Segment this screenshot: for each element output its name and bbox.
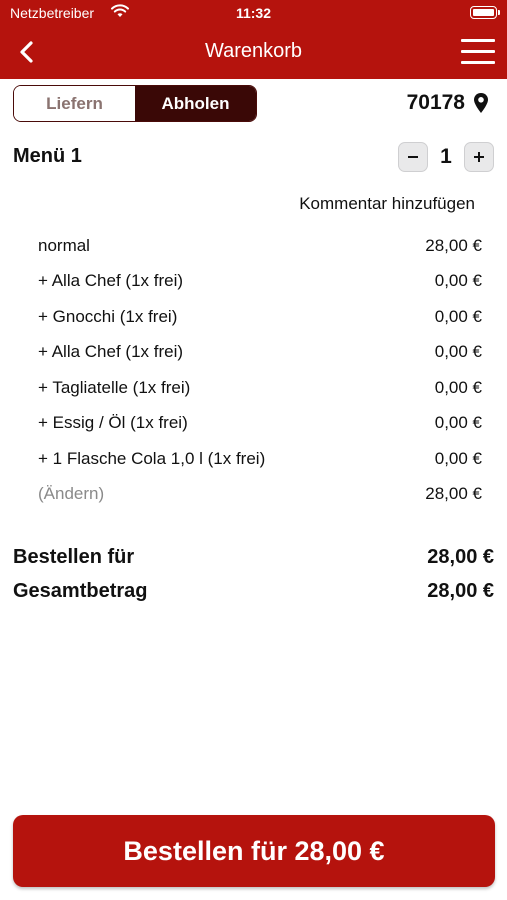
decrease-quantity-button[interactable] bbox=[398, 142, 428, 172]
menu-item-title: Menü 1 bbox=[13, 145, 82, 167]
plus-icon bbox=[472, 150, 486, 164]
line-price: 28,00 € bbox=[425, 484, 482, 504]
order-for-value: 28,00 € bbox=[427, 545, 494, 568]
list-item bbox=[38, 299, 482, 335]
line-name: + Alla Chef (1x frei) bbox=[38, 271, 184, 291]
place-order-button[interactable]: Bestellen für 28,00 € bbox=[13, 815, 495, 887]
line-price: 0,00 € bbox=[434, 342, 482, 362]
status-time: 11:32 bbox=[235, 5, 272, 21]
list-item bbox=[38, 228, 482, 264]
list-item bbox=[38, 370, 482, 406]
status-bar bbox=[0, 0, 507, 26]
delivery-mode-toggle bbox=[13, 85, 257, 122]
page-title: Warenkorb bbox=[204, 40, 303, 62]
grand-total-value: 28,00 € bbox=[427, 579, 494, 602]
line-name: normal bbox=[38, 235, 90, 255]
totals-section bbox=[13, 540, 494, 608]
increase-quantity-button[interactable] bbox=[464, 142, 494, 172]
carrier-name: Netzbetreiber bbox=[10, 5, 95, 21]
line-name: + Alla Chef (1x frei) bbox=[38, 342, 184, 362]
postal-code-selector[interactable] bbox=[407, 91, 489, 115]
line-name: + Tagliatelle (1x frei) bbox=[38, 377, 191, 397]
quantity-value: 1 bbox=[440, 145, 452, 168]
list-item bbox=[38, 264, 482, 300]
line-price: 0,00 € bbox=[434, 271, 482, 291]
hamburger-menu-icon[interactable] bbox=[461, 39, 495, 65]
order-lines bbox=[38, 228, 482, 512]
line-price: 28,00 € bbox=[425, 235, 482, 255]
line-price: 0,00 € bbox=[434, 377, 482, 397]
line-name: + Essig / Öl (1x frei) bbox=[38, 413, 188, 433]
line-price: 0,00 € bbox=[434, 448, 482, 468]
list-item bbox=[38, 441, 482, 477]
nav-bar bbox=[0, 26, 507, 79]
tab-liefern[interactable]: Liefern bbox=[14, 86, 135, 121]
order-for-row bbox=[13, 540, 494, 574]
edit-line bbox=[38, 477, 482, 513]
grand-total-label: Gesamtbetrag bbox=[13, 579, 148, 602]
order-for-label: Bestellen für bbox=[13, 545, 135, 568]
battery-tip bbox=[498, 10, 500, 15]
add-comment-link[interactable]: Kommentar hinzufügen bbox=[299, 194, 475, 213]
battery-icon bbox=[470, 6, 497, 19]
quantity-stepper bbox=[398, 142, 494, 172]
minus-icon bbox=[406, 150, 420, 164]
line-name: + 1 Flasche Cola 1,0 l (1x frei) bbox=[38, 448, 266, 468]
postal-code: 70178 bbox=[406, 91, 465, 114]
line-name: + Gnocchi (1x frei) bbox=[38, 306, 178, 326]
line-price: 0,00 € bbox=[434, 413, 482, 433]
location-pin-icon bbox=[473, 92, 489, 114]
grand-total-row bbox=[13, 574, 494, 608]
list-item bbox=[38, 335, 482, 371]
line-price: 0,00 € bbox=[434, 306, 482, 326]
list-item bbox=[38, 406, 482, 442]
tab-abholen[interactable]: Abholen bbox=[135, 86, 256, 121]
edit-options-link[interactable]: (Ändern) bbox=[38, 484, 105, 504]
